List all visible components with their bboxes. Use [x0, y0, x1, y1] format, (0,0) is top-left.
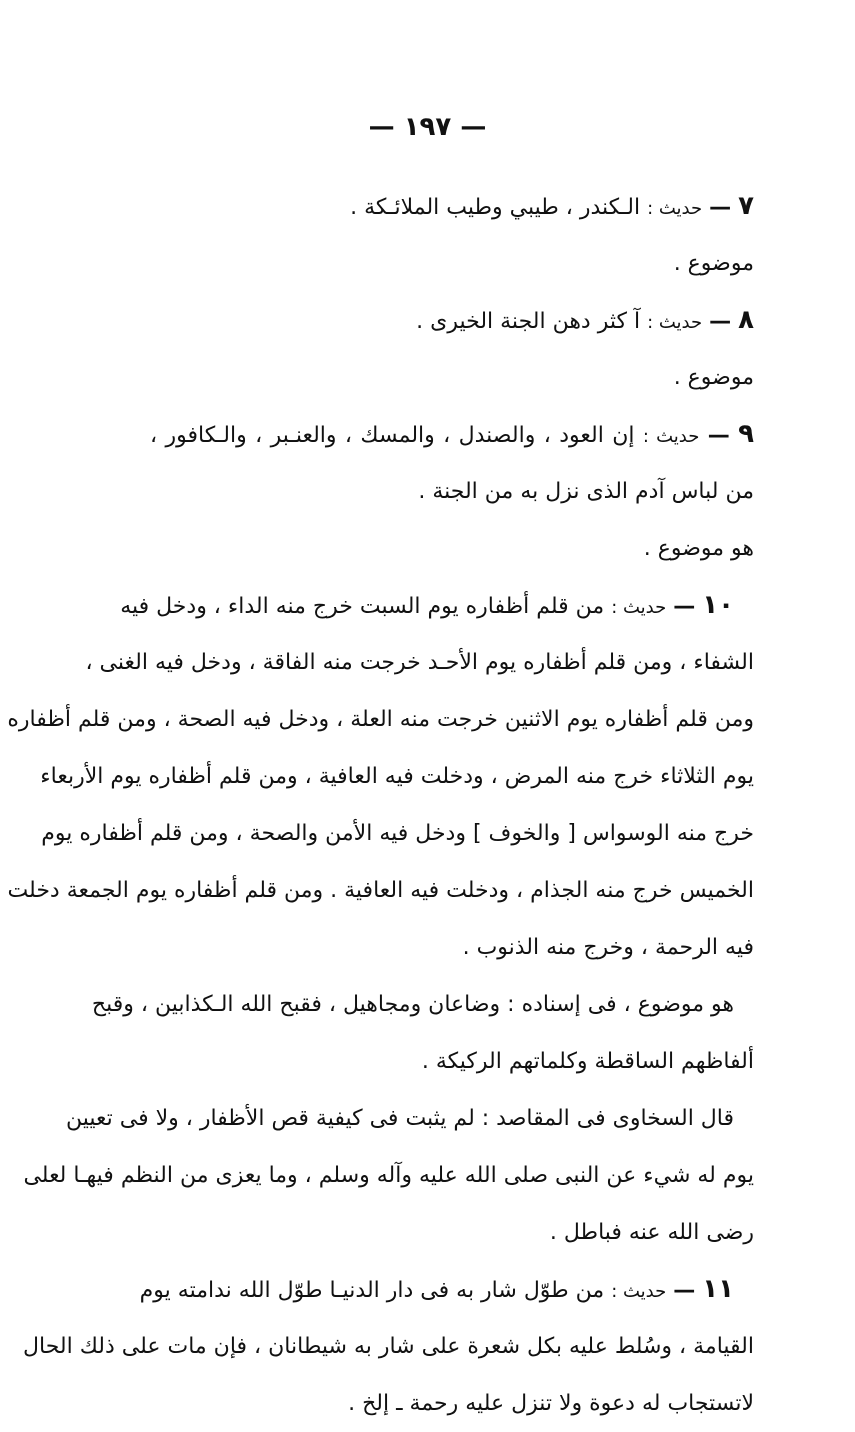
- entry-dash: —: [707, 423, 730, 448]
- entry-9-verdict: هو موضوع .: [643, 536, 754, 561]
- entry-10-line-1: [120, 577, 754, 634]
- entry-10-commentary-1: هو موضوع ، فى إسناده : وضاعان ومجاهيل ، فقبح الله الـكذابين ، وقبح: [91, 992, 734, 1017]
- entry-dash: —: [709, 195, 732, 220]
- entry-text: إن العود ، والصندل ، والمسك ، والعنـبر ، والـكافور ،: [150, 423, 635, 448]
- entry-number: ٩: [738, 419, 755, 449]
- entry-10-line-7: فيه الرحمة ، وخرج منه الذنوب .: [462, 935, 754, 960]
- entry-text: الـكندر ، طيبي وطيب الملائـكة .: [350, 195, 641, 220]
- entry-7-verdict: موضوع .: [673, 251, 754, 276]
- entry-9-line-2: من لباس آدم الذى نزل به من الجنة .: [418, 479, 754, 504]
- entry-8-line-1: [150, 292, 754, 349]
- entry-number: ٨: [738, 305, 754, 335]
- entry-7-line-1: [150, 178, 754, 235]
- entry-text: آ كثر دهن الجنة الخيرى .: [416, 309, 641, 334]
- hadith-label: حديث :: [647, 198, 703, 219]
- entry-number: ١١: [702, 1274, 734, 1304]
- entry-11-line-1: [139, 1261, 754, 1318]
- entry-11-line-2: القيامة ، وسُلط عليه بكل شعرة على شار به شيطانان ، فإن مات على ذلك الحال: [23, 1334, 754, 1359]
- entry-dash: —: [673, 1278, 696, 1303]
- hadith-label: حديث :: [611, 1281, 667, 1302]
- page-body: [7, 178, 755, 1432]
- entry-10-line-4: يوم الثلاثاء خرج منه المرض ، ودخلت فيه العافية ، ومن قلم أظفاره يوم الأربعاء: [40, 764, 754, 789]
- entry-number: ٧: [738, 191, 754, 221]
- entry-number: ١٠: [702, 590, 734, 620]
- entry-text: من قلم أظفاره يوم السبت خرج منه الداء ، ودخل فيه: [120, 594, 605, 619]
- entry-10-commentary-2: ألفاظهم الساقطة وكلماتهم الركيكة .: [421, 1049, 754, 1074]
- entry-11-line-3: لاتستجاب له دعوة ولا تنزل عليه رحمة ـ إلخ .: [348, 1391, 754, 1416]
- page-number: — ١٩٧ —: [368, 112, 487, 142]
- entry-8-verdict: موضوع .: [673, 365, 754, 390]
- entry-10-line-5: خرج منه الوسواس [ والخوف ] ودخل فيه الأمن والصحة ، ومن قلم أظفاره يوم: [41, 821, 754, 846]
- hadith-label: حديث :: [647, 312, 703, 333]
- entry-10-line-3: ومن قلم أظفاره يوم الاثنين خرجت منه العلة ، ودخل فيه الصحة ، ومن قلم أظفاره: [7, 707, 754, 732]
- entry-dash: —: [709, 309, 732, 334]
- entry-10-note-2: يوم له شيء عن النبى صلى الله عليه وآله وسلم ، وما يعزى من النظم فيهـا لعلى: [23, 1163, 754, 1188]
- entry-dash: —: [673, 594, 696, 619]
- hadith-label: حديث :: [642, 426, 700, 447]
- hadith-label: حديث :: [611, 597, 667, 618]
- entry-10-line-6: الخميس خرج منه الجذام ، ودخلت فيه العافية . ومن قلم أظفاره يوم الجمعة دخلت: [7, 878, 754, 903]
- entry-9-line-1: [150, 406, 754, 463]
- entry-10-note-3: رضى الله عنه فباطل .: [549, 1220, 754, 1245]
- entry-10-line-2: الشفاء ، ومن قلم أظفاره يوم الأحـد خرجت منه الفاقة ، ودخل فيه الغنى ،: [85, 650, 754, 675]
- entry-text: من طوّل شار به فى دار الدنيـا طوّل الله ندامته يوم: [139, 1278, 605, 1303]
- entry-10-note-1: قال السخاوى فى المقاصد : لم يثبت فى كيفية قص الأظفار ، ولا فى تعيين: [65, 1106, 734, 1131]
